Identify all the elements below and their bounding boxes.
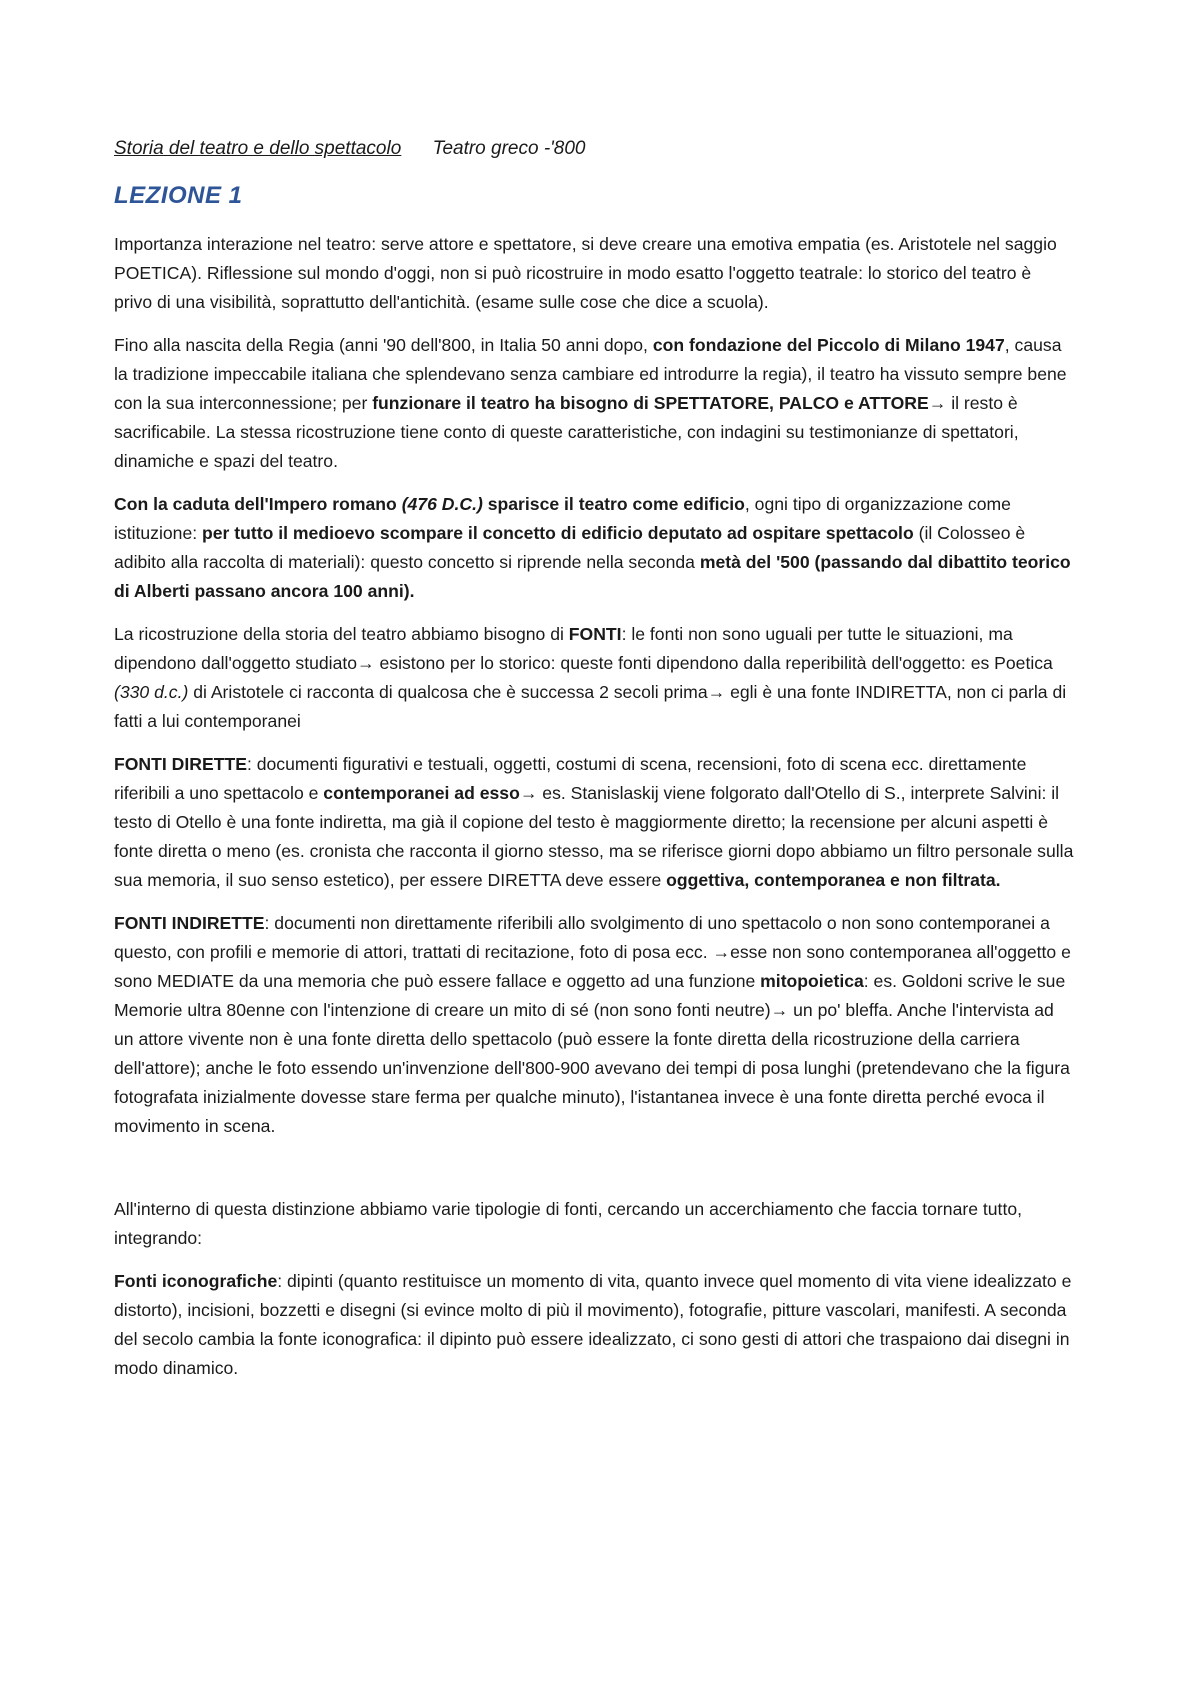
paragraph-fonti-iconografiche: Fonti iconografiche: dipinti (quanto restituisce un momento di vita, quanto invece quel momento di vita viene idealizzato e distorto), incisioni, bozzetti e disegni (si evince molto di più il movimento), fotografie, pitture vascolari, manifesti. A seconda del secolo cambia la fonte iconografica: il dipinto può essere idealizzato, ci sono gesti di attori che traspaiono dai disegni in modo dinamico. — [114, 1271, 1072, 1378]
paragraph-regia: Fino alla nascita della Regia (anni '90 dell'800, in Italia 50 anni dopo, con fondazione del Piccolo di Milano 1947, causa la tradizione impeccabile italiana che splendevano senza cambiare ed introdurre la regia), il teatro ha vissuto sempre bene con la sua interconnessione; per funzionare il teatro ha bisogno di SPETTATORE, PALCO e ATTORE→ il resto è sacrificabile. La stessa ricostruzione tiene conto di queste caratteristiche, con indagini su testimonianze di spettatori, dinamiche e spazi del teatro. — [114, 335, 1067, 471]
paragraph-intro: Importanza interazione nel teatro: serve attore e spettatore, si deve creare una emotiva empatia (es. Aristotele nel saggio POETICA). Riflessione sul mondo d'oggi, non si può ricostruire in modo esatto l'oggetto teatrale: lo storico del teatro è privo di una visibilità, soprattutto dell'antichità. (esame sulle cose che dice a scuola). — [114, 234, 1057, 312]
paragraph-fonti: La ricostruzione della storia del teatro abbiamo bisogno di FONTI: le fonti non sono uguali per tutte le situazioni, ma dipendono dall'oggetto studiato→ esistono per lo storico: queste fonti dipendono dalla reperibilità dell'oggetto: es Poetica (330 d.c.) di Aristotele ci racconta di qualcosa che è successa 2 secoli prima→ egli è una fonte INDIRETTA, non ci parla di fatti a lui contemporanei — [114, 624, 1067, 731]
paragraph-fonti-dirette: FONTI DIRETTE: documenti figurativi e testuali, oggetti, costumi di scena, recensioni, foto di scena ecc. direttamente riferibili a uno spettacolo e contemporanei ad esso→ es. Stanislaskij viene folgorato dall'Otello di S., interprete Salvini: il testo di Otello è una fonte indiretta, ma già il copione del testo è maggiormente diretto; la recensione per alcuni aspetti è fonte diretta o meno (es. cronista che racconta il giorno stesso, ma se riferisce giorni dopo abbiamo un filtro personale sulla sua memoria, il suo senso estetico), per essere DIRETTA deve essere oggettiva, contemporanea e non filtrata. — [114, 754, 1074, 890]
document-page — [114, 138, 1074, 1397]
course-period: Teatro greco -'800 — [432, 138, 586, 159]
course-title: Storia del teatro e dello spettacolo — [114, 138, 402, 159]
paragraph-impero-romano: Con la caduta dell'Impero romano (476 D.C.) sparisce il teatro come edificio, ogni tipo di organizzazione come istituzione: per tutto il medioevo scompare il concetto di edificio deputato ad ospitare spettacolo (il Colosseo è adibito alla raccolta di materiali): questo concetto si riprende nella seconda metà del '500 (passando dal dibattito teorico di Alberti passano ancora 100 anni). — [114, 494, 1071, 601]
lesson-title: LEZIONE 1 — [114, 182, 243, 209]
paragraph-tipologie: All'interno di questa distinzione abbiamo varie tipologie di fonti, cercando un accerchiamento che faccia tornare tutto, integrando: — [114, 1199, 1023, 1248]
blank-line — [114, 1155, 1074, 1195]
paragraph-fonti-indirette: FONTI INDIRETTE: documenti non direttamente riferibili allo svolgimento di uno spettacolo o non sono contemporanei a questo, con profili e memorie di attori, trattati di recitazione, foto di posa ecc. →esse non sono contemporanea all'oggetto e sono MEDIATE da una memoria che può essere fallace e oggetto ad una funzione mitopoietica: es. Goldoni scrive le sue Memorie ultra 80enne con l'intenzione di creare un mito di sé (non sono fonti neutre)→ un po' bleffa. Anche l'intervista ad un attore vivente non è una fonte diretta dello spettacolo (può essere la fonte diretta della ricostruzione della carriera dell'attore); anche le foto essendo un'invenzione dell'800-900 avevano dei tempi di posa lunghi (pretendevano che la figura fotografata inizialmente dovesse stare ferma per qualche minuto), l'istantanea invece è una fonte diretta perché evoca il movimento in scena. — [114, 913, 1071, 1136]
document-header — [114, 138, 1074, 160]
